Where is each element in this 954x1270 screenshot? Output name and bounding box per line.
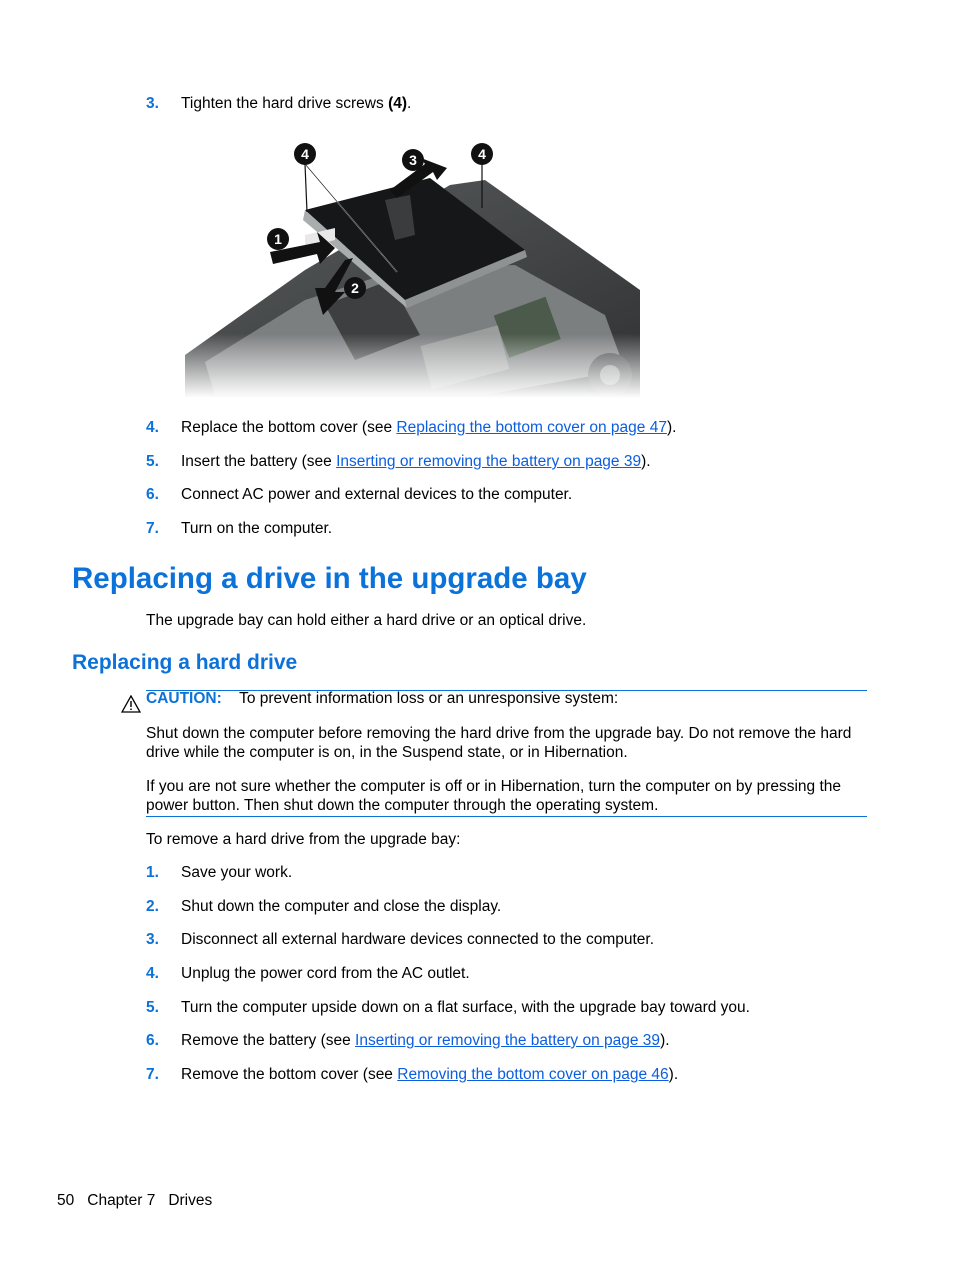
step-text	[181, 965, 470, 983]
step-text	[181, 999, 750, 1017]
step-number: 2.	[146, 898, 159, 915]
section-intro: The upgrade bay can hold either a hard drive or an optical drive.	[146, 612, 587, 629]
remove-intro: To remove a hard drive from the upgrade bay:	[146, 831, 461, 848]
step-text-part: Disconnect all external hardware devices connected to the computer.	[181, 931, 655, 948]
step-text	[181, 1032, 670, 1050]
step-number: 3.	[146, 931, 159, 948]
step-text	[181, 486, 572, 504]
step-number: 5.	[146, 999, 159, 1016]
hard-drive-illustration	[185, 140, 640, 398]
step-text-part: Turn on the computer.	[181, 520, 333, 537]
step-number: 4.	[146, 419, 159, 436]
step-text-part: Save your work.	[181, 864, 293, 881]
step-text	[181, 931, 654, 949]
chapter-label: Chapter 7	[87, 1192, 156, 1209]
subsection-title: Replacing a hard drive	[72, 651, 298, 674]
step-text-part: ).	[660, 1032, 670, 1049]
step-text-part: Shut down the computer and close the display.	[181, 898, 502, 915]
step-text-bold: (4)	[388, 95, 408, 112]
step-text-part: Remove the bottom cover (see	[181, 1066, 398, 1083]
step-text	[181, 520, 332, 538]
step-number: 5.	[146, 453, 159, 470]
section-title: Replacing a drive in the upgrade bay	[72, 562, 587, 595]
step-text-part: Remove the battery (see	[181, 1032, 356, 1049]
cross-reference-link[interactable]: Replacing the bottom cover on page 47	[396, 419, 667, 436]
step-number: 7.	[146, 1066, 159, 1083]
step-text-part: ).	[666, 419, 677, 436]
step-number: 6.	[146, 1032, 159, 1049]
step-text	[181, 419, 676, 437]
step-text	[181, 453, 651, 471]
step-text-part: Replace the bottom cover (see	[181, 419, 397, 436]
step-text-part: ).	[641, 453, 651, 470]
step-text	[181, 1066, 678, 1084]
caution-text: To prevent information loss or an unresponsive system:	[239, 690, 619, 707]
step-number: 3.	[146, 95, 159, 112]
caution-paragraph: If you are not sure whether the computer is off or in Hibernation, turn the computer on by pressing the power button. Then shut down the computer through the operating system.	[146, 778, 842, 814]
step-text-part: Tighten the hard drive screws	[181, 95, 389, 112]
step-number: 7.	[146, 520, 159, 537]
step-text-part: Turn the computer upside down on a flat surface, with the upgrade bay toward you.	[181, 999, 750, 1016]
step-text-part: Connect AC power and external devices to the computer.	[181, 486, 573, 503]
step-text-part: .	[407, 95, 412, 112]
step-number: 6.	[146, 486, 159, 503]
cross-reference-link[interactable]: Removing the bottom cover on page 46	[397, 1066, 669, 1083]
step-number: 1.	[146, 864, 159, 881]
step-text	[181, 95, 411, 113]
chapter-title: Drives	[168, 1192, 213, 1209]
step-text-part: Insert the battery (see	[181, 453, 337, 470]
caution-label: CAUTION:	[146, 690, 222, 707]
step-text	[181, 864, 292, 882]
caution-heading	[146, 690, 618, 708]
step-text	[181, 898, 501, 916]
cross-reference-link[interactable]: Inserting or removing the battery on page 39	[355, 1032, 661, 1049]
step-number: 4.	[146, 965, 159, 982]
step-text-part: ).	[668, 1066, 679, 1083]
cross-reference-link[interactable]: Inserting or removing the battery on page 39	[336, 453, 642, 470]
caution-rule-bottom	[146, 816, 867, 817]
page-number: 50	[57, 1192, 75, 1209]
step-text-part: Unplug the power cord from the AC outlet.	[181, 965, 470, 982]
page-footer	[57, 1192, 225, 1210]
warning-triangle-icon	[121, 695, 141, 713]
caution-paragraph: Shut down the computer before removing the hard drive from the upgrade bay. Do not remove the hard drive while the computer is on, in the Suspend state, or in Hibernation.	[146, 725, 852, 761]
